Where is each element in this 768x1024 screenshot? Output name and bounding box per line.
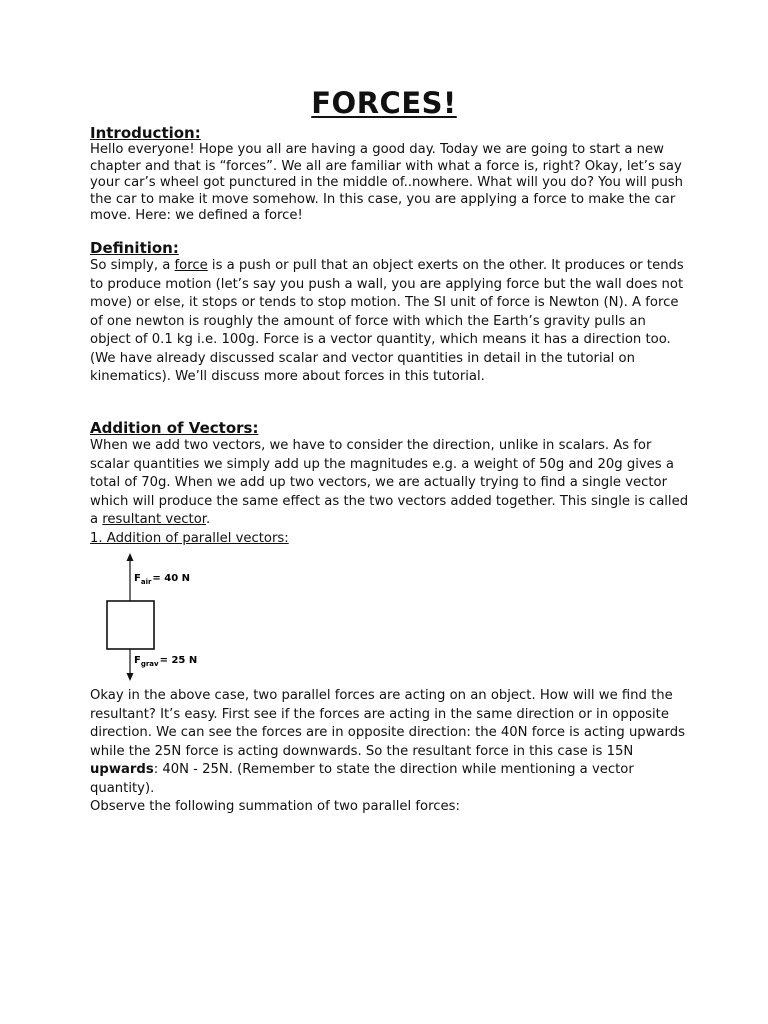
- upwards-term: upwards: [90, 762, 154, 777]
- resultant-vector-term: resultant vector: [102, 512, 207, 527]
- downward-arrowhead-icon: [127, 673, 134, 681]
- closing-sentence: Observe the following summation of two parallel forces:: [90, 799, 460, 814]
- force-diagram-svg: [100, 552, 230, 686]
- explanation-text-end: : 40N - 25N. (Remember to state the direction while mentioning a vector quantity).: [90, 762, 634, 796]
- definition-text-rest: is a push or pull that an object exerts on the other. It produces or tends to produce motion (let’s say you push a wall, you are applying force but the wall does not move) or else, it stops or tends to stop motion. The SI unit of force is Newton (N). A force of one newton is roughly the amount of force with which the Earth’s gravity pulls an object of 0.1 kg i.e. 100g. Force is a vector quantity, which means it has a direction too. (We have already discussed scalar and vector quantities in detail in the tutorial on kinematics). We’ll discuss more about forces in this tutorial.: [90, 258, 684, 384]
- explanation-text: [90, 687, 690, 798]
- lower-force-label: $F_{grav}= 25$ N: [134, 655, 198, 668]
- upper-force-label: $F_{air}= 40$ N: [134, 573, 191, 586]
- definition-section: [90, 240, 690, 387]
- parallel-vectors-subheading: 1. Addition of parallel vectors:: [90, 530, 289, 546]
- explanation-text-start: Okay in the above case, two parallel forces are acting on an object. How will we find the resultant? It’s easy. First see if the forces are acting in the same direction or in opposite direction. We can see the forces are in opposite direction: the 40N force is acting upwards while the 25N force is acting downwards. So the resultant force in this case is 15N: [90, 688, 685, 759]
- introduction-text: Hello everyone! Hope you all are having a good day. Today we are going to start a new chapter and that is “forces”. We all are familiar with what a force is, right? Okay, let’s say your car’s wheel got punctured in the middle of..nowhere. What will you do? You will push the car to make it move somehow. In this case, you are applying a force to make the car move. Here: we defined a force!: [90, 142, 683, 224]
- force-diagram: [100, 552, 230, 686]
- explanation-section: [90, 687, 690, 817]
- vectors-text-end: .: [206, 512, 211, 527]
- vectors-text: [90, 437, 690, 530]
- upward-arrowhead-icon: [127, 553, 134, 561]
- page-title: FORCES!: [311, 86, 457, 120]
- introduction-heading: Introduction:: [90, 124, 201, 142]
- definition-heading: Definition:: [90, 239, 179, 257]
- introduction-section: [90, 125, 690, 225]
- vectors-section: [90, 420, 690, 548]
- definition-text-start: So simply, a: [90, 258, 175, 273]
- vectors-heading: Addition of Vectors:: [90, 419, 259, 437]
- definition-text: [90, 257, 690, 387]
- vectors-text-start: When we add two vectors, we have to consider the direction, unlike in scalars. As for scalar quantities we simply add up the magnitudes e.g. a weight of 50g and 20g gives a total of 70g. When we add up two vectors, we are actually trying to find a single vector which will produce the same effect as the two vectors added together. This single is called a: [90, 438, 689, 527]
- object-box: [107, 601, 154, 649]
- force-link[interactable]: force: [174, 258, 208, 273]
